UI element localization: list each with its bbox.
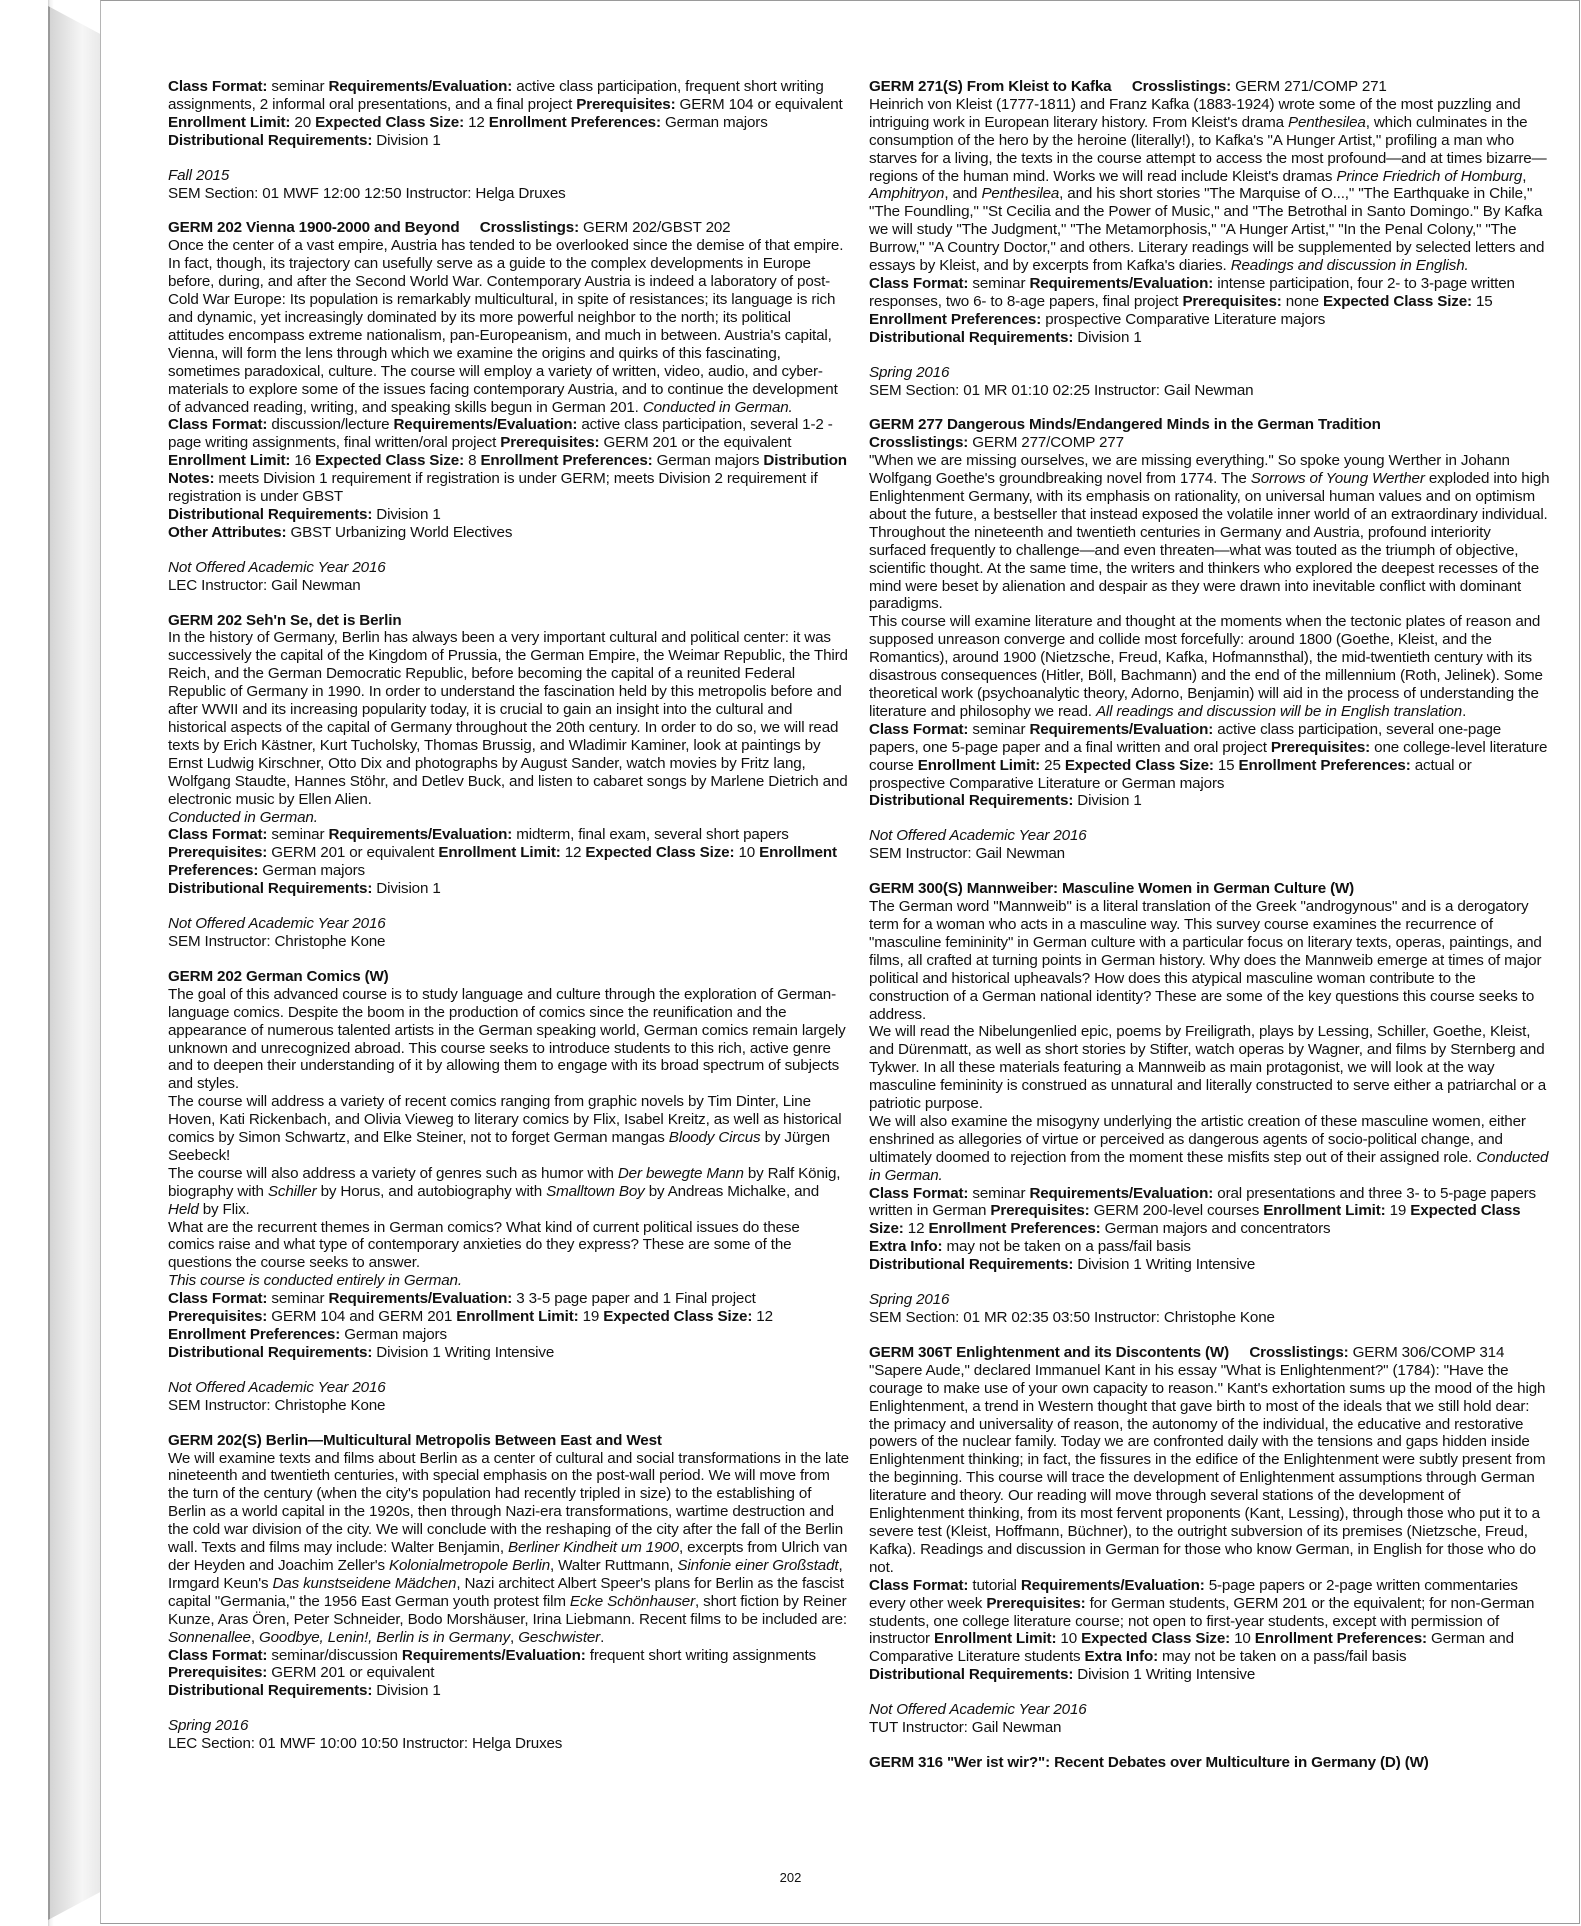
section-info: SEM Instructor: Christophe Kone: [168, 1396, 386, 1414]
course-details: Distributional Requirements: Division 1 Writing Intensive: [869, 1666, 1256, 1684]
page-curl-edge: [48, 6, 104, 1920]
course-description: The course will also address a variety of genres such as humor with Der bewegte Mann by Ralf König, biography with Schiller by Horus, and autobiography with Smalltown Boy by Andreas Michalke, and Held by Flix.: [168, 1164, 841, 1218]
course-details: Class Format: seminar Requirements/Evaluation: oral presentations and three 3- to 5-page papers written in German Prerequisites: GERM 200-level courses Enrollment Limit: 19 Expected Class Size: 12 Enrollment Preferences: German majors and concentrators: [869, 1184, 1536, 1238]
section-info: TUT Instructor: Gail Newman: [869, 1719, 1062, 1737]
course-description: The goal of this advanced course is to study language and culture through the exploration of German-language comics. Despite the boom in the production of comics since the reunification and the appearance of numerous talented artists in the German speaking world, German comics remain largely unknown and unrecognized abroad. This course seeks to introduce students to this rich, active genre and to deepen their understanding of it by allowing them to engage with its broad spectrum of subjects and styles.: [168, 985, 846, 1093]
term-label: Spring 2016: [869, 1291, 950, 1309]
course-title: GERM 277 Dangerous Minds/Endangered Minds in the German Tradition: [869, 416, 1381, 434]
course-entry: [869, 1344, 1551, 1684]
section-info: SEM Section: 01 MR 01:10 02:25 Instructor: Gail Newman: [869, 381, 1254, 399]
course-description: "When we are missing ourselves, we are missing everything." So spoke young Werther in Johann Wolfgang Goethe's groundbreaking novel from 1774. The Sorrows of Young Werther exploded into high Enlightenment Germany, with its emphasis on rationality, on universal human values and on optimism about the future, a bestseller that instead exposed the volatile inner world of an extraordinary individual. Throughout the nineteenth and twentieth centuries in Germany and Austria, profound interiority surfaced frequently to challenge—and even threaten—what was touted as the triumph of objective, scientific thought. At the same time, the writers and thinkers who explored the deepest recesses of the mind were beset by alienation and despair as they were drawn into inevitable conflict with dominant paradigms.: [869, 452, 1550, 613]
term-label: Not Offered Academic Year 2016: [168, 915, 386, 933]
course-details: Distributional Requirements: Division 1: [168, 1682, 441, 1700]
term-label: Fall 2015: [168, 166, 230, 184]
course-details: Distributional Requirements: Division 1 Writing Intensive: [168, 1343, 555, 1361]
term-label: Spring 2016: [869, 363, 950, 381]
course-details: Class Format: seminar/discussion Requirements/Evaluation: frequent short writing assignments Prerequisites: GERM 201 or equivalent: [168, 1646, 816, 1682]
section-info: LEC Instructor: Gail Newman: [168, 576, 361, 594]
course-description: Heinrich von Kleist (1777-1811) and Franz Kafka (1883-1924) wrote some of the most puzzling and intriguing work in European literary history. From Kleist's drama Penthesilea, which culminates in the consumption of the hero by the heroine (literally!), to Kafka's "A Hunger Artist," profiling a man who starves for a living, the texts in the course attempt to access the most profound—and at times bizarre—regions of the human mind. Works we will read include Kleist's dramas Prince Friedrich of Homburg, Amphitryon, and Penthesilea, and his short stories "The Marquise of O...," "The Earthquake in Chile," "The Foundling," "St Cecilia and the Power of Music," and "The Betrothal in Santo Domingo." By Kafka we will study "The Judgment," "The Metamorphosis," "A Hunger Artist," "In the Penal Colony," "The Burrow," "A Country Doctor," and others. Literary readings will be supplemented by selected letters and essays by Kleist, and by excerpts from Kafka's diaries. Readings and discussion in English.: [869, 95, 1547, 275]
course-entry: [168, 612, 850, 899]
course-details: Distributional Requirements: Division 1: [168, 131, 441, 149]
course-title: GERM 202 German Comics (W): [168, 967, 389, 985]
course-entry: [869, 880, 1551, 1274]
page-number: 202: [779, 1870, 802, 1885]
crosslistings: Crosslistings: GERM 277/COMP 277: [869, 434, 1124, 452]
course-details: Distributional Requirements: Division 1: [168, 880, 441, 898]
course-details: Class Format: seminar Requirements/Evaluation: active class participation, several one-page papers, one 5-page paper and a final written and oral project Prerequisites: one college-level literature course Enrollment Limit: 25 Expected Class Size: 15 Enrollment Preferences: actual or prospective Comparative Literature or German majors: [869, 720, 1548, 792]
section-info: LEC Section: 01 MWF 10:00 10:50 Instructor: Helga Druxes: [168, 1735, 563, 1753]
course-details: Distributional Requirements: Division 1: [869, 328, 1142, 346]
course-description: Conducted in German.: [168, 808, 318, 826]
course-entry: [869, 416, 1551, 810]
section-info: SEM Instructor: Gail Newman: [869, 845, 1065, 863]
course-title: GERM 300(S) Mannweiber: Masculine Women in German Culture (W): [869, 880, 1355, 898]
course-details: Class Format: seminar Requirements/Evaluation: intense participation, four 2- to 3-page written responses, two 6- to 8-age papers, final project Prerequisites: none Expected Class Size: 15 Enrollment Preferences: prospective Comparative Literature majors: [869, 274, 1515, 328]
course-entry: [869, 1754, 1551, 1772]
course-details: Extra Info: may not be taken on a pass/fail basis: [869, 1238, 1191, 1256]
course-title: GERM 316 "Wer ist wir?": Recent Debates over Multiculture in Germany (D) (W): [869, 1753, 1429, 1771]
course-details: Class Format: tutorial Requirements/Evaluation: 5-page papers or 2-page written commentaries every other week Prerequisites: for German students, GERM 201 or the equivalent; for non-German students, one college literature course; not open to first-year students, except with permission of instructor Enrollment Limit: 10 Expected Class Size: 10 Enrollment Preferences: German and Comparative Literature students Extra Info: may not be taken on a pass/fail basis: [869, 1576, 1535, 1666]
course-title: GERM 306T Enlightenment and its Discontents (W) Crosslistings: GERM 306/COMP 314: [869, 1343, 1505, 1361]
course-entry: [168, 968, 850, 1362]
course-details: Class Format: seminar Requirements/Evaluation: midterm, final exam, several short papers Prerequisites: GERM 201 or equivalent Enrollment Limit: 12 Expected Class Size: 10 Enrollment Preferences: German majors: [168, 826, 837, 880]
course-description: We will examine texts and films about Berlin as a center of cultural and social transformations in the late nineteenth and twentieth centuries, with special emphasis on the post-wall period. We will move from the turn of the century (when the city's population had recently tripled in size) to the establishing of Berlin as a world capital in the 1920s, then through Nazi-era transformations, wartime destruction and the cold war division of the city. We will conclude with the reshaping of the city after the fall of the Berlin wall. Texts and films may include: Walter Benjamin, Berliner Kindheit um 1900, excerpts from Ulrich van der Heyden and Joachim Zeller's Kolonialmetropole Berlin, Walter Ruttmann, Sinfonie einer Großstadt, Irmgard Keun's Das kunstseidene Mädchen, Nazi architect Albert Speer's plans for Berlin as the fascist capital "Germania," the 1956 East German youth protest film Ecke Schönhauser, short fiction by Reiner Kunze, Aras Ören, Peter Schneider, Bodo Morshäuser, Irina Liebmann. Recent films to be included are: Sonnenallee, Goodbye, Lenin!, Berlin is in Germany, Geschwister.: [168, 1449, 849, 1646]
course-description: The course will address a variety of recent comics ranging from graphic novels by Tim Dinter, Line Hoven, Kati Rickenbach, and Olivia Vieweg to literary comics by Flix, Isabel Kreitz, as well as historical comics by Simon Schwartz, and Elke Steiner, not to forget German mangas Bloody Circus by Jürgen Seebeck!: [168, 1093, 842, 1164]
course-description: This course is conducted entirely in German.: [168, 1272, 462, 1290]
course-details: Distributional Requirements: Division 1: [168, 505, 441, 523]
term-label: Not Offered Academic Year 2016: [168, 558, 386, 576]
section-info: SEM Section: 01 MR 02:35 03:50 Instructor: Christophe Kone: [869, 1309, 1275, 1326]
term-label: Not Offered Academic Year 2016: [168, 1378, 386, 1396]
term-label: Not Offered Academic Year 2016: [869, 1701, 1087, 1719]
course-title: GERM 202 Seh'n Se, det is Berlin: [168, 611, 402, 629]
course-description: Once the center of a vast empire, Austria has tended to be overlooked since the demise of that empire. In fact, though, its trajectory can usefully serve as a guide to the complex developments in Europe before, during, and after the Second World War. Contemporary Austria is indeed a laboratory of post-Cold War Europe: Its population is remarkably multicultural, in spite of resistances; its language is rich and dynamic, yet increasingly dominated by its more powerful neighbor to the north; its political attitudes encompass extreme nationalism, pan-Europeanism, and much in between. Austria's capital, Vienna, will form the lens through which we examine the origins and quirks of this fascinating, sometimes paradoxical, culture. The course will employ a variety of written, video, audio, and cyber-materials to explore some of the issues facing contemporary Austria, and to continue the development of advanced reading, writing, and speaking skills begun in German 201. Conducted in German.: [168, 237, 844, 416]
term-label: Spring 2016: [168, 1717, 249, 1735]
section-info: SEM Section: 01 MWF 12:00 12:50 Instructor: Helga Druxes: [168, 184, 566, 202]
course-details: Class Format: seminar Requirements/Evaluation: active class participation, frequent short writing assignments, 2 informal oral presentations, and a final project Prerequisites: GERM 104 or equivalent Enrollment Limit: 20 Expected Class Size: 12 Enrollment Preferences: German majors: [168, 78, 843, 131]
course-details: Distributional Requirements: Division 1: [869, 792, 1142, 810]
term-label: Not Offered Academic Year 2016: [869, 827, 1087, 845]
left-column: [168, 78, 850, 1753]
course-details: Distributional Requirements: Division 1 Writing Intensive: [869, 1256, 1256, 1274]
course-details: Class Format: seminar Requirements/Evaluation: 3 3-5 page paper and 1 Final project Prerequisites: GERM 104 and GERM 201 Enrollment Limit: 19 Expected Class Size: 12 Enrollment Preferences: German majors: [168, 1290, 773, 1343]
course-description: "Sapere Aude," declared Immanuel Kant in his essay "What is Enlightenment?" (1784): "Have the courage to make use of your own capacity to reason." Kant's exhortation sums up the mood of the high Enlightenment, a trend in Western thought that gave birth to most of the ideals that we still hold dear: the primacy and universality of reason, the autonomy of the individual, the educative and restorative powers of the nuclear family. Today we are confronted daily with the tensions and gaps hidden inside Enlightenment thinking; in fact, the fissures in the edifice of the Enlightenment were subtly present from the beginning. This course will trace the development of Enlightenment assumptions through German literature and theory. Our reading will move through several stations of the development of Enlightenment thinking, from its most fervent proponents (Kant, Lessing), through those who put it to a severe test (Kleist, Hoffmann, Büchner), to the outright subversion of its premises (Nietzsche, Freud, Kafka). Readings and discussion in German for those who know German, in English for those who do not.: [869, 1361, 1546, 1576]
course-entry: [168, 1432, 850, 1701]
right-column: [869, 78, 1551, 1772]
section-info: SEM Instructor: Christophe Kone: [168, 932, 386, 950]
course-description: What are the recurrent themes in German comics? What kind of current political issues do these comics raise and what type of contemporary anxieties do they express? These are some of the questions the course seeks to answer.: [168, 1218, 800, 1272]
course-details: Class Format: discussion/lecture Requirements/Evaluation: active class participation, several 1-2 - page writing assignments, final written/oral project Prerequisites: GERM 201 or the equivalent Enrollment Limit: 16 Expected Class Size: 8 Enrollment Preferences: German majors Distribution Notes: meets Division 1 requirement if registration is under GERM; meets Division 2 requirement if registration is under GBST: [168, 416, 847, 506]
course-details: Other Attributes: GBST Urbanizing World Electives: [168, 523, 513, 541]
course-description: This course will examine literature and thought at the moments when the tectonic plates of reason and supposed unreason converge and collide most forcefully: around 1800 (Goethe, Kleist, and the Romantics), around 1900 (Nietzsche, Freud, Kafka, Hofmannsthal), the mid-twentieth century with its disastrous consequences (Hitler, Böll, Bachmann) and the end of the millennium (Roth, Jelinek). Some theoretical work (psychoanalytic theory, Adorno, Benjamin) will aid in the process of understanding the literature and philosophy we read. All readings and discussion will be in English translation.: [869, 613, 1543, 720]
course-description: We will also examine the misogyny underlying the artistic creation of these masculine women, either enshrined as allegories of virtue or perceived as dangerous agents of socio-political change, and ultimately doomed to rejection from the moment these misfits step out of their assigned role. Conducted in German.: [869, 1112, 1549, 1184]
course-entry: [869, 78, 1551, 347]
course-description: In the history of Germany, Berlin has always been a very important cultural and political center: it was successively the capital of the Kingdom of Prussia, the German Empire, the Weimar Republic, the Third Reich, and the German Democratic Republic, before becoming the capital of a reunited Federal Republic of Germany in 1990. In order to understand the fascination held by this metropolis before and after WWII and its increasing popularity today, it is crucial to gain an insight into the cultural and historical aspects of the capital of Germany throughout the 20th century. In order to do so, we will read texts by Erich Kästner, Kurt Tucholsky, Thomas Brussig, and Wladimir Kaminer, look at paintings by Ernst Ludwig Kirschner, Otto Dix and photographs by August Sander, watch movies by Fritz lang, Wolfgang Staudte, Hannes Stöhr, and Detlev Buck, and listen to cabaret songs by Marlene Dietrich and electronic music by Ellen Alien.: [168, 629, 848, 808]
course-description: The German word "Mannweib" is a literal translation of the Greek "androgynous" and is a derogatory term for a woman who acts in a masculine way. This survey course examines the recurrence of "masculine femininity" in German culture with a particular focus on literary texts, operas, paintings, and films, all crafted at turning points in German history. Why does the Mannweib emerge at times of major political and historical upheavals? How does this atypical masculine woman contribute to the construction of a German national identity? These are some of the key questions this course seeks to address.: [869, 898, 1542, 1023]
course-entry: [168, 219, 850, 541]
course-title: GERM 271(S) From Kleist to Kafka Crosslistings: GERM 271/COMP 271: [869, 78, 1387, 95]
course-description: We will read the Nibelungenlied epic, poems by Freiligrath, plays by Lessing, Schiller, Goethe, Kleist, and Dürenmatt, as well as short stories by Stifter, watch operas by Wagner, and films by Sternberg and Tykwer. In all these materials featuring a Mannweib as main protagonist, we will look at the way masculine femininity is construed as unnatural and literally constructed to serve either a patriarchal or a patriotic purpose.: [869, 1023, 1547, 1113]
course-title: GERM 202 Vienna 1900-2000 and Beyond Crosslistings: GERM 202/GBST 202: [168, 219, 731, 237]
course-title: GERM 202(S) Berlin—Multicultural Metropolis Between East and West: [168, 1431, 662, 1449]
